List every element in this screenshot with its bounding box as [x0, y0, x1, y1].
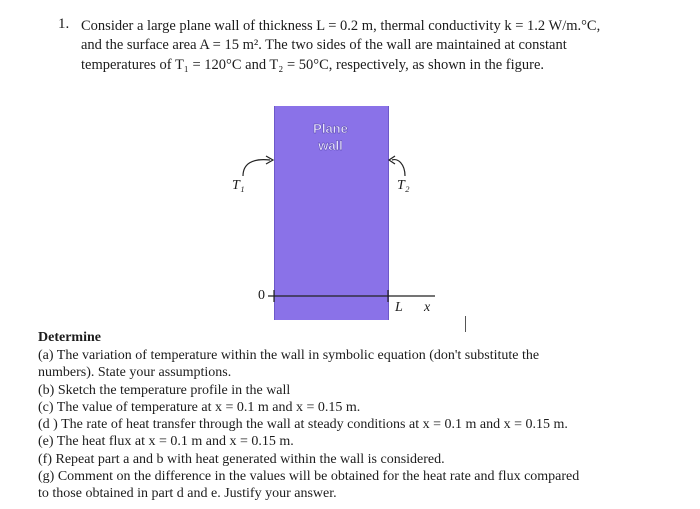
t1-label: T₁ — [232, 178, 245, 193]
question-f: (f) Repeat part a and b with heat generated within the wall is considered. — [38, 452, 445, 467]
thickness-label: L — [395, 300, 403, 315]
problem-line-3: temperatures of T₁ = 120°C and T₂ = 50°C, respectively, as shown in the figure. — [81, 57, 545, 73]
question-g-line-1: (g) Comment on the difference in the values will be obtained for the heat rate and flux compared — [38, 469, 580, 484]
question-a-line-1: (a) The variation of temperature within the wall in symbolic equation (don't substitute the — [38, 348, 540, 363]
problem-line-1: Consider a large plane wall of thickness L = 0.2 m, thermal conductivity k = 1.2 W/m.°C, — [81, 18, 601, 34]
wall-label-line-2: wall — [318, 138, 343, 153]
question-e: (e) The heat flux at x = 0.1 m and x = 0.15 m. — [38, 434, 294, 449]
determine-heading: Determine — [38, 330, 101, 345]
origin-label: 0 — [258, 288, 265, 303]
question-b: (b) Sketch the temperature profile in the wall — [38, 383, 291, 398]
problem-number: 1. — [58, 16, 70, 32]
question-d: (d ) The rate of heat transfer through the wall at steady conditions at x = 0.1 m and x = 0.15 m. — [38, 417, 568, 432]
question-g-line-2: to those obtained in part d and e. Justify your answer. — [38, 486, 337, 501]
question-a-line-2: numbers). State your assumptions. — [38, 365, 232, 380]
problem-line-2: and the surface area A = 15 m². The two sides of the wall are maintained at constant — [81, 37, 567, 53]
question-c: (c) The value of temperature at x = 0.1 m and x = 0.15 m. — [38, 400, 361, 415]
t1-arrow — [243, 160, 270, 176]
axis-label: x — [424, 300, 431, 315]
wall-label-line-1: Plane — [313, 121, 348, 136]
divider-mark — [465, 316, 466, 332]
t2-label: T₂ — [397, 178, 410, 193]
t2-arrow — [392, 160, 405, 176]
